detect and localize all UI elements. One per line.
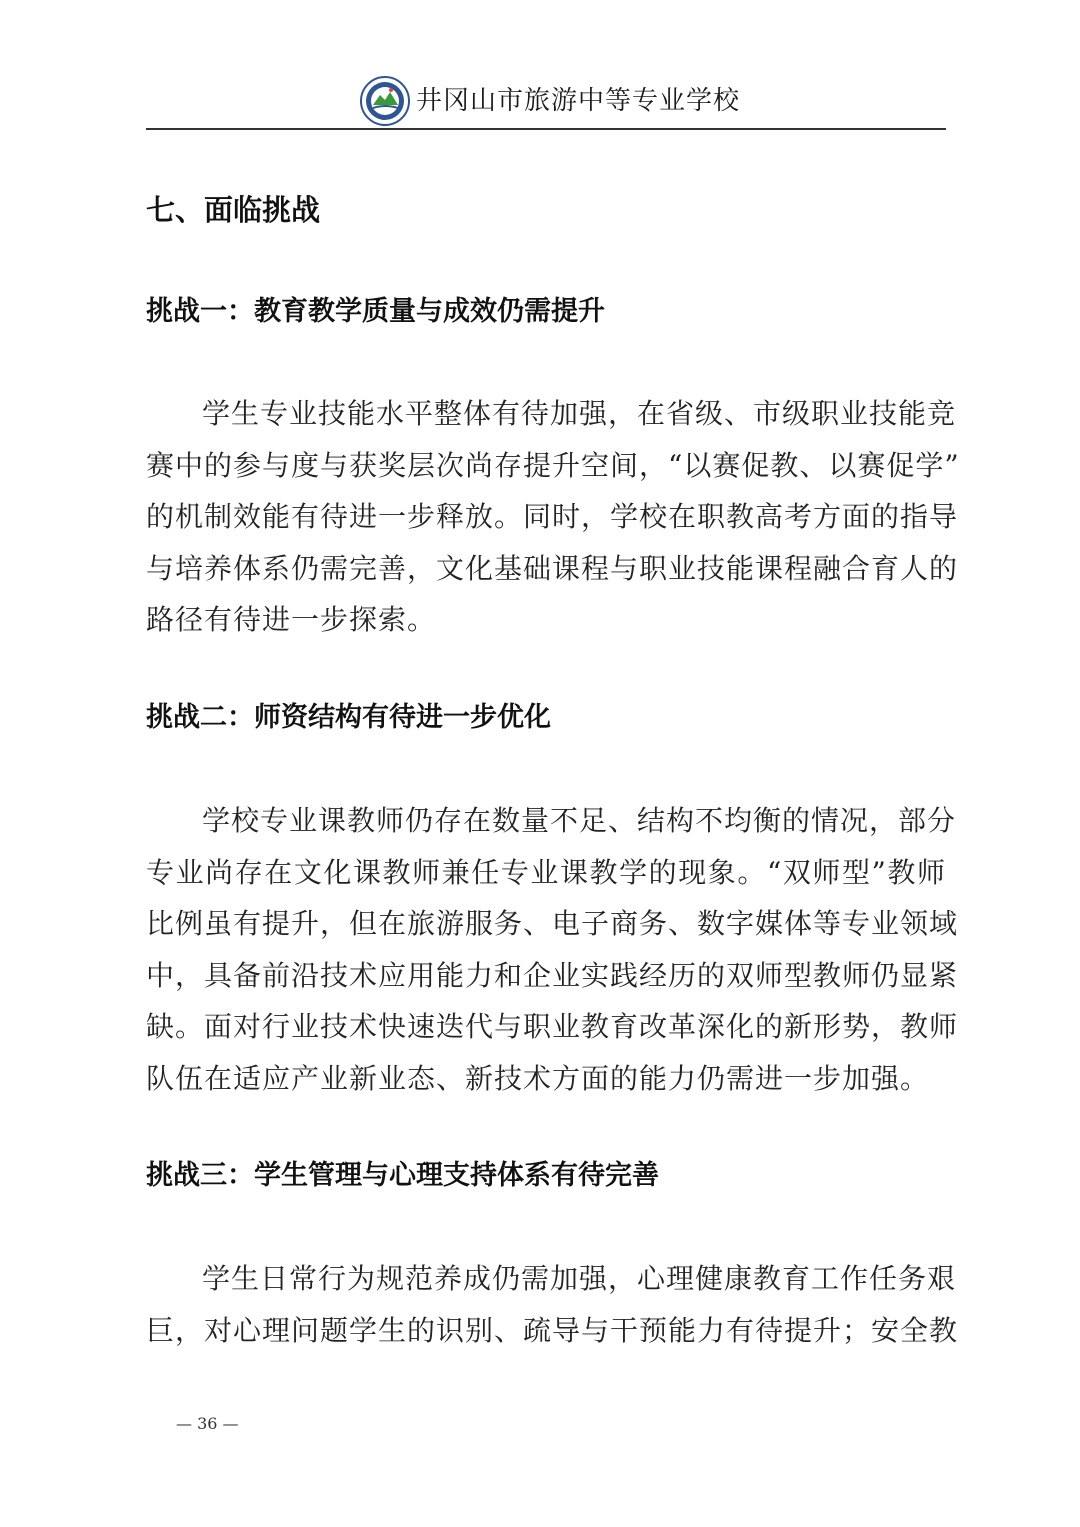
paragraph-line: 中，具备前沿技术应用能力和企业实践经历的双师型教师仍显紧 bbox=[146, 958, 959, 992]
paragraph-line: 赛中的参与度与获奖层次尚存提升空间，“以赛促教、以赛促学” bbox=[146, 448, 960, 482]
paragraph-line: 学生专业技能水平整体有待加强，在省级、市级职业技能竞 bbox=[202, 397, 957, 430]
section-title: 七、面临挑战 bbox=[146, 193, 321, 227]
page-number: — 36 — bbox=[176, 1414, 239, 1433]
paragraph-line: 学生日常行为规范养成仍需加强，心理健康教育工作任务艰 bbox=[202, 1262, 957, 1295]
school-name: 井冈山市旅游中等专业学校 bbox=[416, 86, 741, 116]
challenge-paragraph bbox=[146, 388, 960, 646]
paragraph-line: 缺。面对行业技术快速迭代与职业教育改革深化的新形势，教师 bbox=[146, 1010, 959, 1043]
school-emblem-icon bbox=[360, 76, 410, 126]
challenge-heading: 挑战一：教育教学质量与成效仍需提升 bbox=[146, 296, 605, 327]
paragraph-line: 专业尚存在文化课教师兼任专业课教学的现象。“双师型”教师 bbox=[146, 855, 946, 889]
paragraph-line: 与培养体系仍需完善，文化基础课程与职业技能课程融合育人的 bbox=[146, 551, 959, 585]
page-header bbox=[0, 72, 1080, 132]
paragraph-line: 路径有待进一步探索。 bbox=[146, 603, 437, 636]
paragraph-line: 队伍在适应产业新业态、新技术方面的能力仍需进一步加强。 bbox=[146, 1061, 930, 1095]
paragraph-line: 巨，对心理问题学生的识别、疏导与干预能力有待提升；安全教 bbox=[146, 1313, 959, 1347]
challenge-heading: 挑战三：学生管理与心理支持体系有待完善 bbox=[146, 1160, 659, 1191]
paragraph-line: 学校专业课教师仍存在数量不足、结构不均衡的情况，部分 bbox=[202, 804, 957, 837]
paragraph-line: 的机制效能有待进一步释放。同时，学校在职教高考方面的指导 bbox=[146, 500, 959, 533]
challenge-paragraph bbox=[146, 795, 959, 1104]
paragraph-line: 比例虽有提升，但在旅游服务、电子商务、数字媒体等专业领域 bbox=[146, 907, 959, 940]
header-divider bbox=[146, 128, 946, 130]
challenge-paragraph bbox=[146, 1253, 959, 1356]
challenge-heading: 挑战二：师资结构有待进一步优化 bbox=[146, 702, 551, 733]
